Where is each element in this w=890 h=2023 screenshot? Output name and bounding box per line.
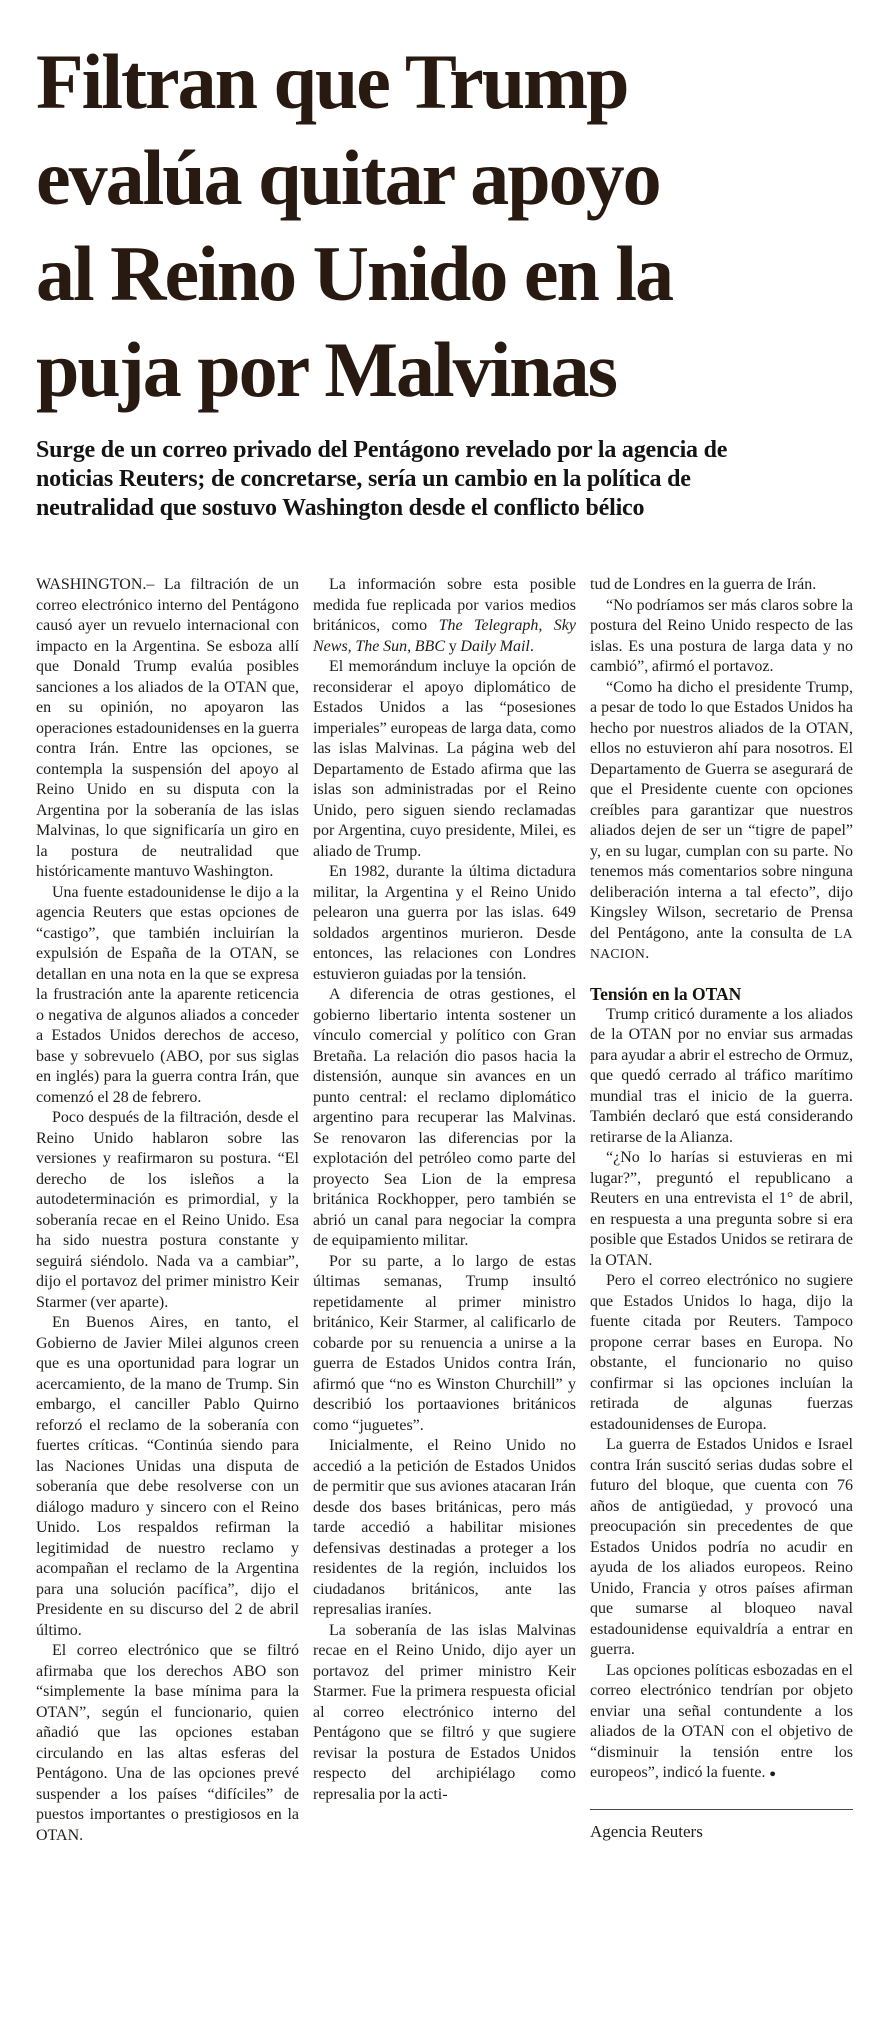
- subheadline-line: noticias Reuters; de concretarse, sería un cambio en la política de: [36, 466, 691, 492]
- headline: [36, 34, 854, 418]
- column: [36, 575, 299, 1846]
- subheadline: [36, 436, 854, 523]
- paragraph: La información sobre esta posible medida fue replicada por varios medios británicos, como The Telegraph, Sky News, The Sun, BBC y Daily Mail.: [313, 576, 576, 655]
- paragraph: A diferencia de otras gestiones, el gobierno libertario intenta sostener un vínculo comercial y político con Gran Bretaña. La relación dio pasos hacia la distensión, aunque sin avances en un punto central: el reclamo diplomático argentino para recuperar las Malvinas. Se renovaron las diferencias por la explotación del petróleo como parte del proyecto Sea Lion de la empresa británica Rockhopper, pero también se abrió un canal para negociar la compra de equipamiento militar.: [313, 986, 576, 1249]
- section-heading: Tensión en la OTAN: [590, 983, 742, 1004]
- paragraph: La soberanía de las islas Malvinas recae en el Reino Unido, dijo ayer un portavoz del primer ministro Keir Starmer. Fue la primera respuesta oficial al correo electrónico interno del Pentágono que se filtró y que sugiere revisar la postura de Estados Unidos respecto del archipiélago como represalia por la acti-: [313, 1621, 576, 1803]
- paragraph: Una fuente estadounidense le dijo a la agencia Reuters que estas opciones de “castigo”, que también incluirían la expulsión de España de la OTAN, se detallan en una nota en la que se expresa la frustración ante la aparente reticencia o negativa de algunos aliados a conceder a Estados Unidos derechos de acceso, base y sobrevuelo (ABO, por sus siglas en inglés) para la guerra contra Irán, que comenzó el 28 de febrero.: [36, 883, 299, 1106]
- paragraph: tud de Londres en la guerra de Irán.: [590, 576, 817, 593]
- headline-line: puja por Malvinas: [36, 326, 617, 413]
- column: [313, 575, 576, 1846]
- paragraph: Inicialmente, el Reino Unido no accedió a la petición de Estados Unidos de permitir que sus aviones atacaran Irán desde dos bases británicas, pero más tarde accedió a habilitar misiones defensivas destinadas a proteger a los residentes de la región, incluidos los ciudadanos británicos, ante las represalias iraníes.: [313, 1437, 576, 1618]
- paragraph: Por su parte, a lo largo de estas últimas semanas, Trump insultó repetidamente al primer ministro británico, Keir Starmer, al calificarlo de cobarde por su renuencia a unirse a la guerra de Estados Unidos contra Irán, afirmó que “no es Winston Churchill” y describió los portaaviones británicos como “juguetes”.: [313, 1252, 576, 1434]
- paragraph: “¿No lo harías si estuvieras en mi lugar?”, preguntó el republicano a Reuters en una entrevista el 1° de abril, en respuesta a una pregunta sobre si era posible que Estados Unidos se retirara de la OTAN.: [590, 1149, 853, 1269]
- paragraph: En Buenos Aires, en tanto, el Gobierno de Javier Milei algunos creen que es una oportunidad para lograr un acercamiento, de la mano de Trump. Sin embargo, el canciller Pablo Quirno reforzó el reclamo de la soberanía con fuertes críticas. “Continúa siendo para las Naciones Unidas una disputa de soberanía que debe resolverse con un diálogo maduro y sincero con el Reino Unido. Los respaldos refirman la legitimidad de nuestro reclamo y acompañan el reclamo de la Argentina para una solución pacífica”, dijo el Presidente en su discurso del 2 de abril último.: [36, 1314, 299, 1639]
- headline-line: Filtran que Trump: [36, 38, 628, 125]
- subheadline-line: Surge de un correo privado del Pentágono revelado por la agencia de: [36, 437, 728, 463]
- paragraph: La guerra de Estados Unidos e Israel contra Irán suscitó serias dudas sobre el futuro del bloque, que cuenta con 76 años de antigüedad, y provocó una preocupación sin precedentes de que Estados Unidos podría no acudir en ayuda de los aliados europeos. Reino Unido, Francia y otros países afirman que sumarse al bloqueo naval estadounidense equivaldría a entrar en guerra.: [590, 1436, 853, 1658]
- paragraph: Las opciones políticas esbozadas en el correo electrónico tendrían por objeto enviar una señal contundente a los aliados de la OTAN con el objetivo de “disminuir la tensión entre los europeos”, indicó la fuente. ●: [590, 1661, 853, 1781]
- paragraph: WASHINGTON.– La filtración de un correo electrónico interno del Pentágono causó ayer un revuelo internacional con impacto en la Argentina. Se esboza allí que Donald Trump evalúa posibles sanciones a los aliados de la OTAN que, en su opinión, no apoyaron las operaciones estadounidenses en la guerra contra Irán. Entre las opciones, se contempla la suspensión del apoyo al Reino Unido en su disputa con la Argentina por la soberanía de las islas Malvinas, lo que significaría un giro en la postura de neutralidad que históricamente mantuvo Washington.: [36, 576, 299, 880]
- styled-text: The Telegraph, Sky News, The Sun, BBC: [313, 617, 576, 655]
- paragraph: Poco después de la filtración, desde el Reino Unido hablaron sobre las versiones y reafirmaron su postura. “El derecho de los isleños a la autodeterminación es primordial, y la soberanía recae en el Reino Unido. Esa ha sido nuestra postura constante y seguirá siéndolo. Nada va a cambiar”, dijo el portavoz del primer ministro Keir Starmer (ver aparte).: [36, 1109, 299, 1311]
- body-columns: [36, 575, 854, 1846]
- headline-line: evalúa quitar apoyo: [36, 134, 660, 221]
- paragraph: Trump criticó duramente a los aliados de la OTAN por no enviar sus armadas para ayudar a abrir el estrecho de Ormuz, que quedó cerrado al tráfico marítimo mundial tras el inicio de la guerra. También declaró que está considerando retirarse de la Alianza.: [590, 1005, 853, 1146]
- styled-text: LA NACION: [590, 925, 853, 961]
- paragraph: En 1982, durante la última dictadura militar, la Argentina y el Reino Unido pelearon una guerra por las islas. 649 soldados argentinos murieron. Desde entonces, las relaciones con Londres estuvieron guiadas por la tensión.: [313, 863, 576, 983]
- paragraph: Pero el correo electrónico no sugiere que Estados Unidos lo haga, dijo la fuente citada por Reuters. Tampoco propone cerrar bases en Europa. No obstante, el funcionario no quiso confirmar si las opciones incluían la retirada de algunas fuerzas estadounidenses de Europa.: [590, 1272, 853, 1433]
- end-mark-icon: ●: [769, 1768, 776, 1780]
- paragraph: El correo electrónico que se filtró afirmaba que los derechos ABO son “simplemente la base mínima para la OTAN”, según el funcionario, quien añadió que las opciones estaban circulando en las altas esferas del Pentágono. Una de las opciones prevé suspender a los países “difíciles” de puestos importantes o prestigiosos en la OTAN.: [36, 1642, 299, 1844]
- byline: Agencia Reuters: [590, 1809, 853, 1842]
- headline-line: al Reino Unido en la: [36, 230, 673, 317]
- paragraph: “Como ha dicho el presidente Trump, a pesar de todo lo que Estados Unidos ha hecho por nuestros aliados de la OTAN, ellos no estuvieron ahí para nosotros. El Departamento de Guerra se asegurará de que el Presidente cuente con opciones creíbles para garantizar que nuestros aliados dejen de ser un “tigre de papel” y, en su lugar, cumplan con su parte. No tenemos más comentarios sobre ninguna deliberación interna a tal efecto”, dijo Kingsley Wilson, secretario de Prensa del Pentágono, ante la consulta de LA NACION.: [590, 678, 853, 962]
- subheadline-line: neutralidad que sostuvo Washington desde el conflicto bélico: [36, 495, 645, 521]
- paragraph: El memorándum incluye la opción de reconsiderar el apoyo diplomático de Estados Unidos a las “posesiones imperiales” europeas de larga data, como las islas Malvinas. La página web del Departamento de Estado afirma que las islas son administradas por el Reino Unido, pero siguen siendo reclamadas por Argentina, cuyo presidente, Milei, es aliado de Trump.: [313, 658, 576, 860]
- paragraph: “No podríamos ser más claros sobre la postura del Reino Unido respecto de las islas. Es una postura de larga data y no cambió”, afirmó el portavoz.: [590, 596, 853, 675]
- styled-text: Daily Mail: [460, 637, 530, 655]
- column: [590, 575, 853, 1846]
